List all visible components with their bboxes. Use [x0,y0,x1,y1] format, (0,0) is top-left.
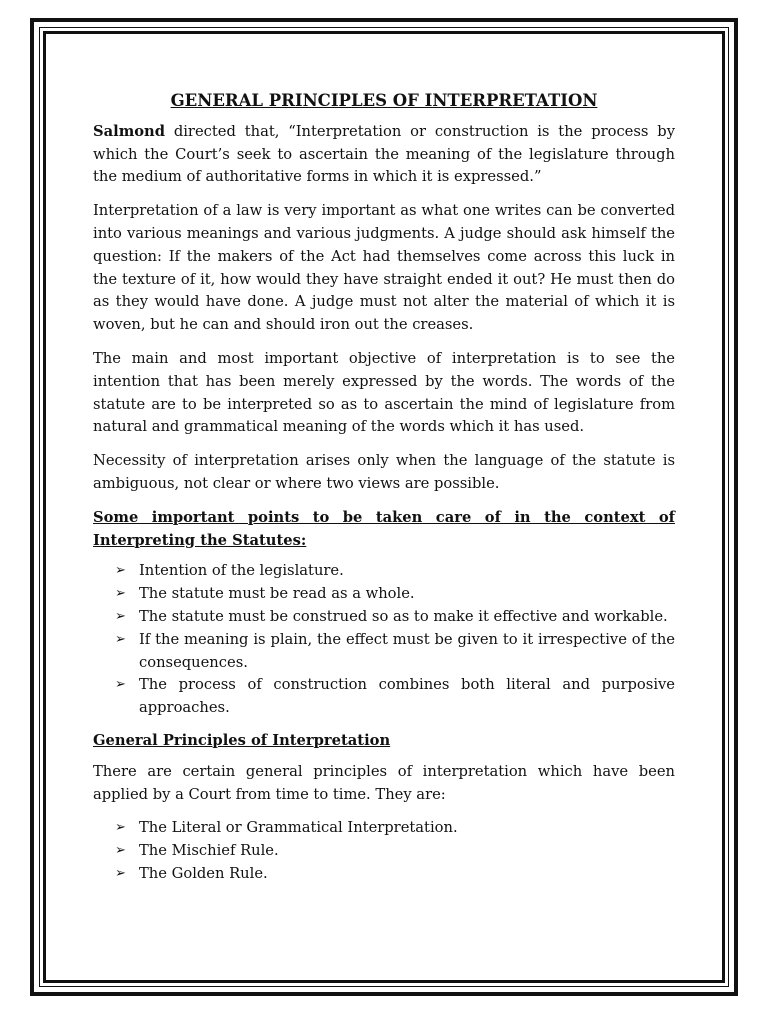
points-heading [93,507,675,553]
arrow-bullet-icon: ➢ [115,608,126,624]
list-item [93,583,675,606]
arrow-bullet-icon: ➢ [115,677,126,693]
author-name: Salmond [93,122,165,140]
points-heading-colon: : [300,531,307,549]
arrow-bullet-icon: ➢ [115,563,126,579]
list-item-text: The Golden Rule. [139,864,268,882]
principles-heading: General Principles of Interpretation [93,731,391,749]
list-item-text: The statute must be construed so as to make it effective and workable. [139,607,668,625]
arrow-bullet-icon: ➢ [115,631,126,647]
principles-intro: There are certain general principles of interpretation which have been applied by a Court from time to time. They are: [93,762,675,803]
list-item [93,674,675,720]
list-item-text: The Mischief Rule. [139,842,279,860]
salmond-quote: directed that, “Interpretation or construction is the process by which the Court’s seek to ascertain the meaning of the legislature through the medium of authoritative forms in which it is expressed.” [93,122,675,186]
salmond-paragraph [93,121,675,189]
document-body [93,90,675,896]
list-item [93,817,675,840]
list-item-text: If the meaning is plain, the effect must be given to it irrespective of the consequences. [139,630,675,671]
list-item-text: Intention of the legislature. [139,562,344,580]
arrow-bullet-icon: ➢ [115,843,126,859]
list-item [93,863,675,886]
list-item [93,606,675,629]
arrow-bullet-icon: ➢ [115,865,126,881]
list-item [93,629,675,675]
list-item-text: The statute must be read as a whole. [139,585,415,603]
importance-paragraph: Interpretation of a law is very important as what one writes can be converted into various meanings and various judgments. A judge should ask himself the question: If the makers of the Act had themselves come across this luck in the texture of it, how would they have straight ended it out? He must then do as they would have done. A judge must not alter the material of which it is woven, but he can and should iron out the creases. [93,202,675,334]
objective-paragraph: The main and most important objective of interpretation is to see the intention that has been merely expressed by the words. The words of the statute are to be interpreted so as to ascertain the mind of legislature from natural and grammatical meaning of the words which it has used. [93,349,675,436]
list-item-text: The process of construction combines both literal and purposive approaches. [139,676,675,717]
list-item [93,840,675,863]
points-heading-text: Some important points to be taken care of in the context of Interpreting the Statutes [93,508,675,549]
important-points-list [93,560,675,720]
document-title: GENERAL PRINCIPLES OF INTERPRETATION [170,91,598,110]
principles-list [93,817,675,885]
arrow-bullet-icon: ➢ [115,820,126,836]
necessity-paragraph: Necessity of interpretation arises only when the language of the statute is ambiguous, not clear or where two views are possible. [93,452,675,492]
arrow-bullet-icon: ➢ [115,586,126,602]
list-item [93,560,675,583]
list-item-text: The Literal or Grammatical Interpretation. [139,819,458,837]
